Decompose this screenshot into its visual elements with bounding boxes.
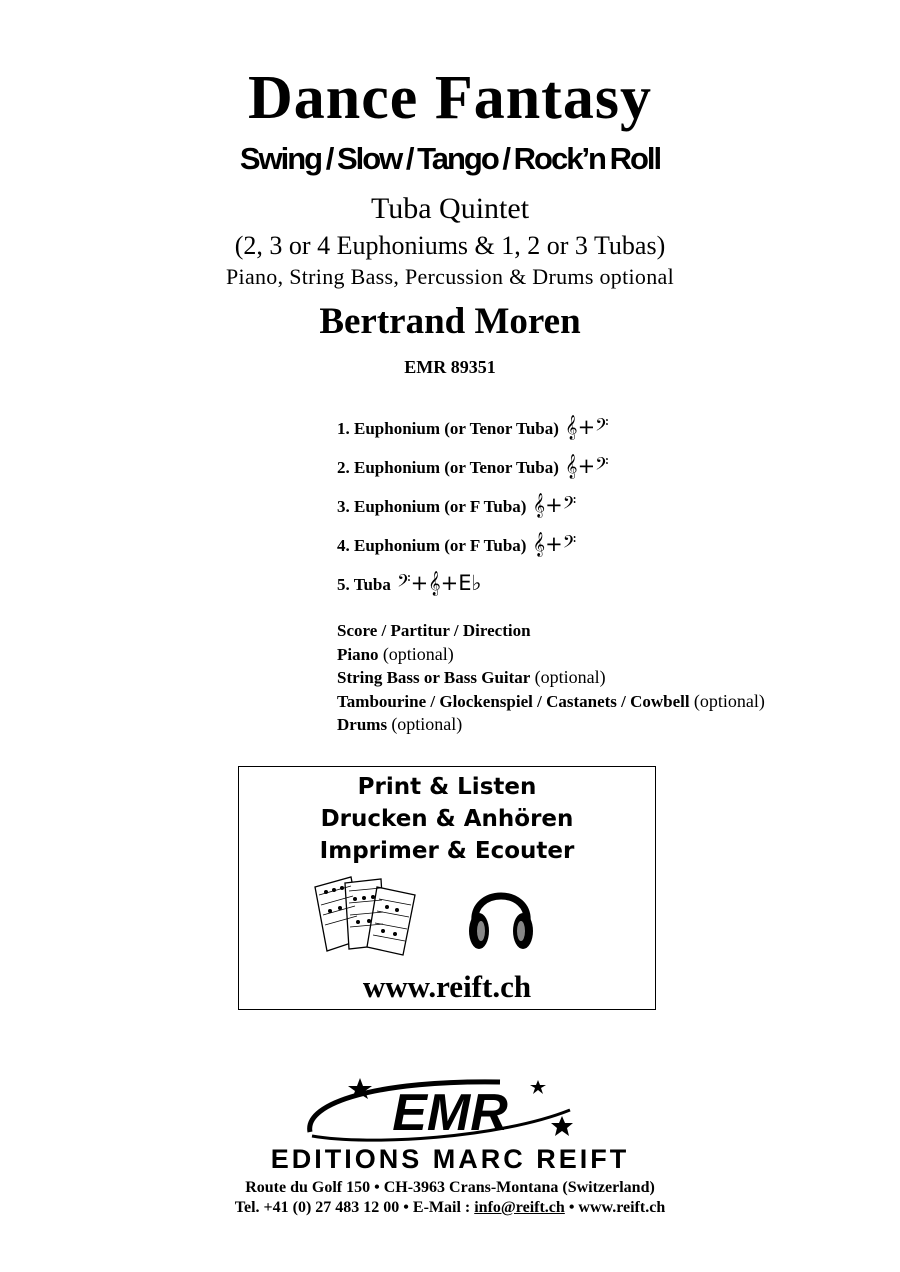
part-label: 4. Euphonium (or F Tuba) <box>337 536 527 555</box>
promo-line-de: Drucken & Anhören <box>320 806 574 832</box>
promo-url: www.reift.ch <box>362 969 532 1004</box>
extra-item <box>337 666 765 690</box>
extra-note: (optional) <box>391 714 463 734</box>
extra-note: (optional) <box>382 643 454 664</box>
logo-mark: EMR <box>392 1084 508 1142</box>
title: Dance Fantasy <box>248 64 652 132</box>
clef-icon: 𝄞+𝄢 <box>565 415 609 439</box>
instrumentation: (2, 3 or 4 Euphoniums & 1, 2 or 3 Tubas) <box>234 231 666 260</box>
part-label: 3. Euphonium (or F Tuba) <box>337 497 527 516</box>
composer: Bertrand Moren <box>319 301 581 342</box>
email-link[interactable]: info@reift.ch <box>474 1199 565 1216</box>
extra-note: (optional) <box>534 667 606 687</box>
part-item <box>337 408 609 447</box>
ensemble: Tuba Quintet <box>370 192 530 225</box>
extra-name: Drums <box>337 715 388 734</box>
part-label: 2. Euphonium (or Tenor Tuba) <box>337 458 559 477</box>
extra-name: Score / Partitur / Direction <box>337 621 531 640</box>
extra-note: (optional) <box>693 690 765 711</box>
extra-name: Tambourine / Glockenspiel / Castanets / Cowbell <box>337 691 690 711</box>
clef-icon: 𝄢+𝄞+E♭ <box>397 571 482 595</box>
publisher-contact <box>0 1198 900 1218</box>
clef-icon: 𝄞+𝄢 <box>532 493 577 517</box>
part-label: 1. Euphonium (or Tenor Tuba) <box>337 419 559 438</box>
part-item <box>337 564 609 603</box>
clef-icon: 𝄞+𝄢 <box>532 532 577 556</box>
catalog-number: EMR 89351 <box>404 357 496 377</box>
contact-phone: Tel. +41 (0) 27 483 12 00 • E-Mail : <box>234 1199 475 1216</box>
publisher-name: EDITIONS MARC REIFT <box>270 1144 630 1174</box>
part-item <box>337 525 609 564</box>
publisher-address: Route du Golf 150 • CH-3963 Crans-Montana (Switzerland) <box>245 1179 655 1196</box>
print-listen-box <box>238 766 656 1010</box>
extra-item <box>337 713 765 737</box>
clef-icon: 𝄞+𝄢 <box>565 454 609 478</box>
emr-logo <box>300 1072 590 1152</box>
parts-list <box>337 408 609 603</box>
part-item <box>337 486 609 525</box>
headphones-icon <box>465 875 537 953</box>
promo-line-fr: Imprimer & Ecouter <box>319 838 575 864</box>
extra-item <box>337 643 765 667</box>
extra-name: Piano <box>337 644 379 664</box>
extra-name: String Bass or Bass Guitar <box>337 668 531 687</box>
promo-line-en: Print & Listen <box>357 774 537 800</box>
extra-item <box>337 620 765 643</box>
part-label: 5. Tuba <box>337 575 391 594</box>
extra-item <box>337 690 765 714</box>
sheet-music-icon <box>311 873 423 957</box>
extras-list <box>337 620 765 737</box>
contact-website: • www.reift.ch <box>564 1199 666 1216</box>
subtitle: Swing / Slow / Tango / Rock’n Roll <box>239 141 661 176</box>
part-item <box>337 447 609 486</box>
optional-instruments: Piano, String Bass, Percussion & Drums optional <box>226 264 674 289</box>
